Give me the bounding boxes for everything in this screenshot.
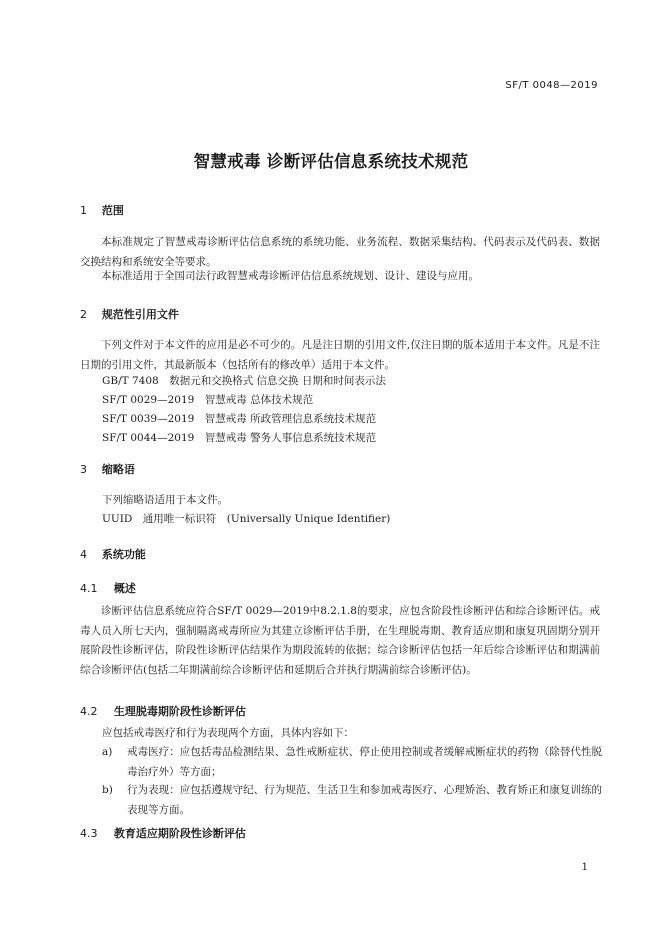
section-3-heading <box>80 461 135 477</box>
references-intro: 下列文件对于本文件的应用是必不可少的。凡是注日期的引用文件,仅注日期的版本适用于本文件。凡是不注日期的引用文件，其最新版本（包括所有的修改单）适用于本文件。 <box>80 339 600 371</box>
section-title: 系统功能 <box>101 548 146 561</box>
section-4-1-heading <box>80 580 136 596</box>
section-4-heading <box>80 546 146 562</box>
section-title: 生理脱毒期阶段性诊断评估 <box>113 705 246 718</box>
scope-paragraph-1: 本标准规定了智慧戒毒诊断评估信息系统的系统功能、业务流程、数据采集结构、代码表示及代码表、数据交换结构和系统安全等要求。 <box>80 236 600 268</box>
abbreviations-intro: 下列缩略语适用于本文件。 <box>102 494 228 506</box>
overview-paragraph: 诊断评估信息系统应符合SF/T 0029—2019中8.2.1.8的要求，应包含阶段性诊断评估和综合诊断评估。戒毒人员入所七天内，强制隔离戒毒所应为其建立诊断评估手册，在生理脱毒期、教育适应期和康复巩固期分别开展阶段性诊断评估，阶段性诊断评估结果作为期段流转的依据；综合诊断评估包括一年后综合诊断评估和期满前综合诊断评估(包括二年期满前综合诊断评估和延期后合并执行期满前综合诊断评估)。 <box>80 605 600 676</box>
scope-paragraph-2: 本标准适用于全国司法行政智慧戒毒诊断评估信息系统规划、设计、建设与应用。 <box>101 270 479 282</box>
abbreviation-item: UUID 通用唯一标识符 (Universally Unique Identifier) <box>102 513 391 525</box>
section-title: 教育适应期阶段性诊断评估 <box>113 827 246 840</box>
section-number: 3 <box>80 463 87 476</box>
section-number: 1 <box>80 204 87 217</box>
list-marker: b) <box>102 784 113 796</box>
list-text: 行为表现：应包括遵规守纪、行为规范、生活卫生和参加戒毒医疗、心理矫治、教育矫正和康复训练的表现等方面。 <box>127 784 602 816</box>
list-text: 戒毒医疗：应包括毒品检测结果、急性戒断症状、停止使用控制或者缓解戒断症状的药物（除替代性脱毒治疗外）等方面； <box>127 746 602 778</box>
list-marker: a) <box>102 746 113 758</box>
section-number: 2 <box>80 308 87 321</box>
standard-code: SF/T 0048—2019 <box>505 80 598 91</box>
section-4-2-heading <box>80 703 246 719</box>
section-title: 规范性引用文件 <box>101 308 179 321</box>
evaluation-intro: 应包括戒毒医疗和行为表现两个方面，具体内容如下： <box>102 727 354 739</box>
section-title: 缩略语 <box>101 463 135 476</box>
section-2-heading <box>80 306 179 322</box>
section-4-3-heading <box>80 825 246 841</box>
reference-item: SF/T 0039—2019 智慧戒毒 所政管理信息系统技术规范 <box>102 413 377 425</box>
section-number: 4.3 <box>80 827 98 840</box>
section-title: 概述 <box>113 582 136 595</box>
reference-item: SF/T 0044—2019 智慧戒毒 警务人事信息系统技术规范 <box>102 432 377 444</box>
section-number: 4.2 <box>80 705 98 718</box>
section-title: 范围 <box>101 204 124 217</box>
reference-item: SF/T 0029—2019 智慧戒毒 总体技术规范 <box>102 394 314 406</box>
section-number: 4 <box>80 548 87 561</box>
section-1-heading <box>80 202 124 218</box>
document-title: 智慧戒毒 诊断评估信息系统技术规范 <box>193 152 469 171</box>
page-number: 1 <box>581 862 588 873</box>
reference-item: GB/T 7408 数据元和交换格式 信息交换 日期和时间表示法 <box>102 375 386 387</box>
section-number: 4.1 <box>80 582 98 595</box>
